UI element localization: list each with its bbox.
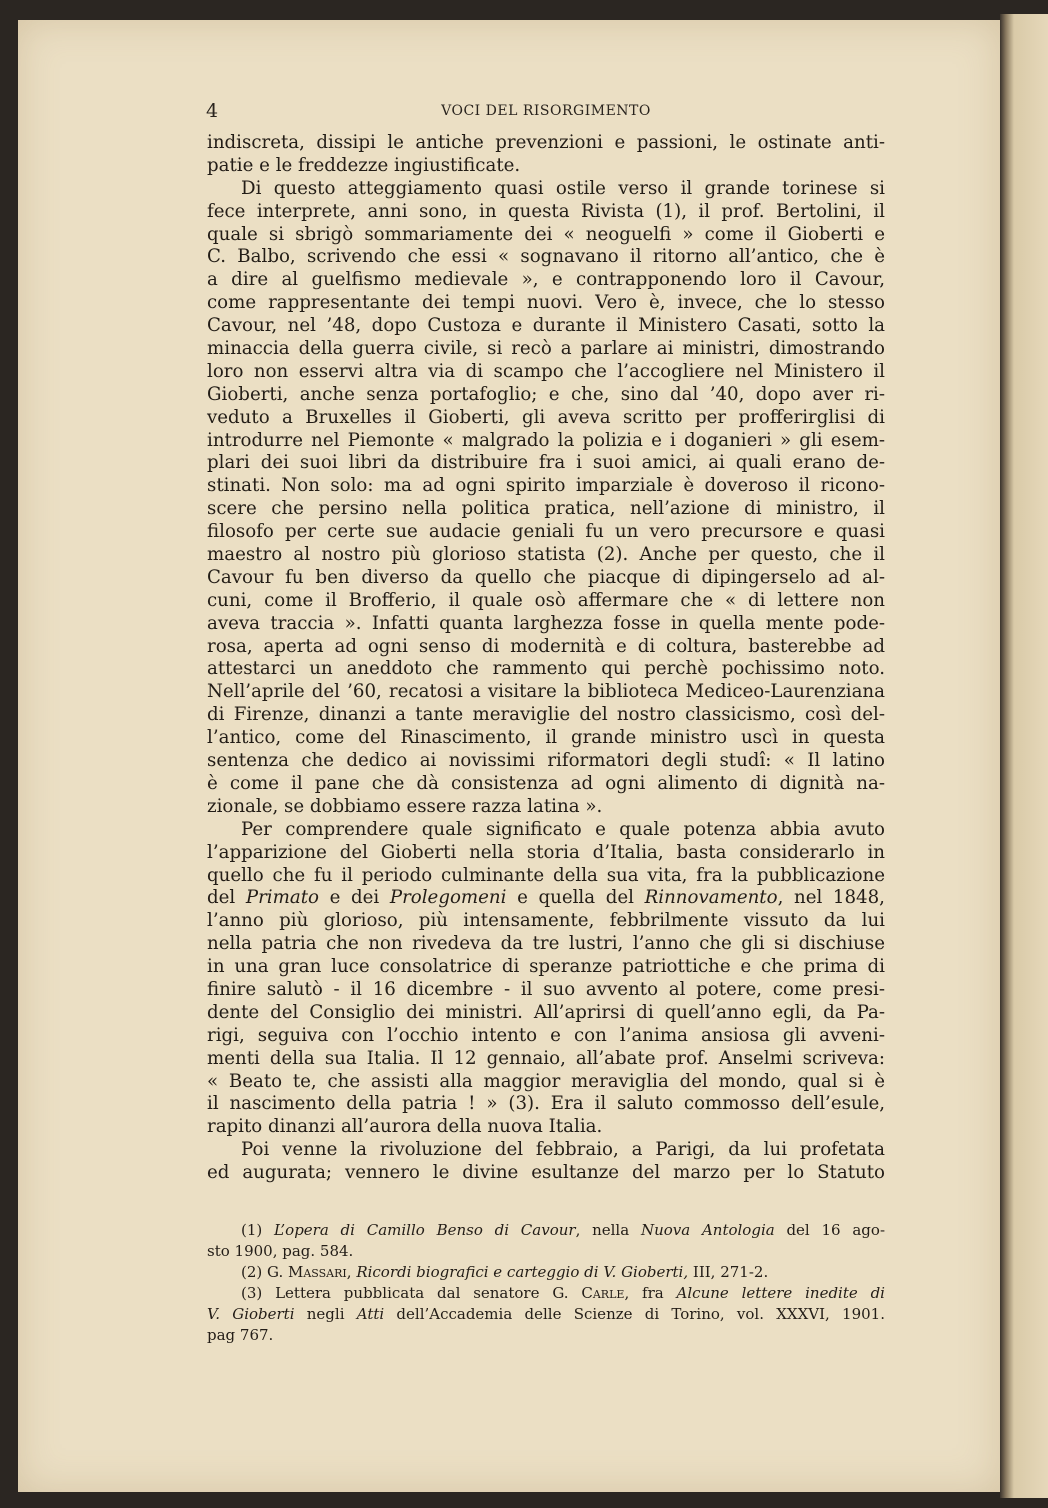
text-segment: a dire al guelfismo medievale », e contrapponendo loro il Cavour, [207,269,885,291]
text-segment: filosofo per certe sue audacie geniali fu un vero precursore e quasi [207,521,885,543]
text-line [207,636,885,659]
text-segment: in una gran luce consolatrice di speranze patriottiche e che prima di [207,956,885,978]
text-segment: stinati. Non solo: ma ad ogni spirito imparziale è doveroso il ricono- [207,475,885,497]
text-line [207,933,885,956]
text-segment: rigi, seguiva con l’occhio intento e con l’anima ansiosa gli avveni- [207,1024,885,1046]
text-line [207,1002,885,1025]
page-number: 4 [206,100,219,122]
text-line [207,956,885,979]
text-segment: , [346,1263,357,1281]
text-line [207,224,885,247]
text-line [207,750,885,773]
text-line [207,865,885,888]
text-segment: Nell’aprile del ’60, recatosi a visitare la biblioteca Mediceo-Laurenziana [207,681,885,703]
text-segment: Di questo atteggiamento quasi ostile verso il grande torinese si [241,177,885,199]
text-segment: del 16 ago- [774,1221,886,1239]
text-line [207,292,885,315]
text-segment: sto 1900, pag. 584. [207,1242,354,1260]
text-line [207,498,885,521]
footnote-line [207,1220,885,1241]
footnote-line [207,1325,885,1346]
text-segment: introdurre nel Piemonte « malgrado la polizia e i doganieri » gli esem- [207,429,885,451]
text-segment: Poi venne la rivoluzione del febbraio, a Parigi, da lui profetata [241,1139,885,1161]
text-segment: ed augurata; vennero le divine esultanze del marzo per lo Statuto [207,1162,885,1184]
text-segment: l’anno più glorioso, più intensamente, febbrilmente vissuto da lui [207,910,885,932]
footnote-line [207,1304,885,1325]
text-segment: « Beato te, che assisti alla maggior meraviglia del mondo, qual si è [207,1070,885,1092]
text-line [207,452,885,475]
text-segment: attestarci un aneddoto che rammento qui perchè pochissimo noto. [207,658,885,680]
footnote-line [207,1262,885,1283]
text-segment: , nel 1848, [777,887,885,909]
text-line [207,544,885,567]
running-title: VOCI DEL RISORGIMENTO [441,103,651,119]
text-line [207,246,885,269]
italic-text: Nuova Antologia [640,1221,775,1239]
text-line [207,1025,885,1048]
text-segment: Carle [581,1284,625,1302]
text-line [207,727,885,750]
text-line [207,1071,885,1094]
footnotes [207,1220,885,1346]
text-segment: l’apparizione del Gioberti nella storia d’Italia, basta considerarlo in [207,841,885,863]
text-segment: nella patria che non rivedeva da tre lustri, l’anno che gli si dischiuse [207,933,885,955]
text-segment: aveva traccia ». Infatti quanta larghezza fosse in quella mente pode- [207,612,885,634]
text-line [207,430,885,453]
text-line [207,269,885,292]
text-segment: è come il pane che dà consistenza ad ogni alimento di dignità na- [207,772,885,794]
page-header [206,100,886,122]
text-line [207,384,885,407]
text-segment: l’antico, come del Rinascimento, il grande ministro uscì in questa [207,727,885,749]
text-segment: e quella del [506,887,645,909]
text-line [207,201,885,224]
italic-text: Prolegomeni [389,887,507,909]
text-segment: rosa, aperta ad ogni senso di modernità e di coltura, basterebbe ad [207,635,885,657]
text-segment: dell’Accademia delle Scienze di Torino, vol. XXXVI, 1901. [384,1305,885,1323]
text-line [207,132,885,155]
text-segment: dente del Consiglio dei ministri. All’aprirsi di quell’anno egli, da Pa- [207,1001,885,1023]
text-segment: negli [294,1305,357,1323]
text-segment: Gioberti, anche senza portafoglio; e che, sino dal ’40, dopo aver ri- [207,383,885,405]
text-line [207,704,885,727]
text-segment: , nella [575,1221,641,1239]
text-line [207,521,885,544]
text-line [207,796,885,819]
text-segment: pag 767. [207,1326,274,1344]
text-line [207,842,885,865]
italic-text: Atti [356,1305,385,1323]
text-line [207,1139,885,1162]
italic-text: Ricordi biografici e carteggio di V. Gioberti, [356,1263,689,1281]
text-line [207,910,885,933]
text-line [207,475,885,498]
text-segment: (2) G. [241,1263,288,1281]
text-segment: di Firenze, dinanzi a tante meraviglie del nostro classicismo, così del- [207,704,885,726]
text-line [207,979,885,1002]
text-line [207,361,885,384]
text-line [207,1116,885,1139]
text-segment: Cavour, nel ’48, dopo Custoza e durante il Ministero Casati, sotto la [207,315,885,337]
text-line [207,887,885,910]
italic-text: Primato [245,887,319,909]
text-segment: zionale, se dobbiamo essere razza latina ». [207,795,603,817]
text-line [207,567,885,590]
text-segment: minaccia della guerra civile, si recò a parlare ai ministri, dimostrando [207,338,885,360]
text-segment: scere che persino nella politica pratica, nell’azione di ministro, il [207,498,885,520]
text-segment: Massari [288,1263,347,1281]
text-line [207,681,885,704]
text-segment: fece interprete, anni sono, in questa Rivista (1), il prof. Bertolini, il [207,200,885,222]
text-segment: come rappresentante dei tempi nuovi. Vero è, invece, che lo stesso [207,292,885,314]
text-line [207,1048,885,1071]
text-segment: e dei [318,887,390,909]
text-segment: C. Balbo, scrivendo che essi « sognavano il ritorno all’antico, che è [207,246,885,268]
text-segment: veduto a Bruxelles il Gioberti, gli aveva scritto per profferirglisi di [207,406,885,428]
text-segment: patie e le freddezze ingiustificate. [207,154,521,176]
body-text [207,132,885,1185]
text-segment: , fra [624,1284,677,1302]
text-segment: (3) Lettera pubblicata dal senatore G. [241,1284,582,1302]
text-line [207,613,885,636]
text-segment: quale si sbrigò sommariamente dei « neoguelfi » come il Gioberti e [207,223,885,245]
text-segment: loro non esservi altra via di scampo che l’accogliere nel Ministero il [207,360,885,382]
italic-text: V. Gioberti [207,1305,295,1323]
text-segment: (1) [241,1221,275,1239]
text-line [207,658,885,681]
adjacent-page-edge [1000,14,1048,1498]
text-segment: cuni, come il Brofferio, il quale osò affermare che « di lettere non [207,589,885,611]
text-segment: maestro al nostro più glorioso statista (2). Anche per questo, che il [207,544,885,566]
text-line [207,590,885,613]
text-line [207,178,885,201]
text-segment: quello che fu il periodo culminante della sua vita, fra la pubblicazione [207,864,885,886]
text-segment: menti della sua Italia. Il 12 gennaio, all’abate prof. Anselmi scriveva: [207,1047,885,1069]
text-line [207,1093,885,1116]
italic-text: L’opera di Camillo Benso di Cavour [274,1221,576,1239]
text-line [207,407,885,430]
text-segment: rapito dinanzi all’aurora della nuova Italia. [207,1116,603,1138]
italic-text: Rinnovamento [644,887,778,909]
text-line [207,1162,885,1185]
footnote-line [207,1283,885,1304]
text-segment: il nascimento della patria ! » (3). Era il saluto commosso dell’esule, [207,1093,885,1115]
text-line [207,338,885,361]
text-segment: Per comprendere quale significato e quale potenza abbia avuto [241,818,885,840]
text-line [207,819,885,842]
footnote-line [207,1241,885,1262]
text-segment: plari dei suoi libri da distribuire fra i suoi amici, ai quali erano de- [207,452,885,474]
text-segment: III, 271-2. [688,1263,769,1281]
text-segment: sentenza che dedico ai novissimi riformatori degli studî: « Il latino [207,750,885,772]
text-segment: finire salutò - il 16 dicembre - il suo avvento al potere, come presi- [207,978,885,1000]
text-segment: del [207,887,246,909]
text-segment: indiscreta, dissipi le antiche prevenzioni e passioni, le ostinate anti- [207,132,885,153]
italic-text: Alcune lettere inedite di [676,1284,885,1302]
text-line [207,315,885,338]
text-line [207,773,885,796]
text-segment: Cavour fu ben diverso da quello che piacque di dipingerselo ad al- [207,566,885,588]
text-line [207,155,885,178]
